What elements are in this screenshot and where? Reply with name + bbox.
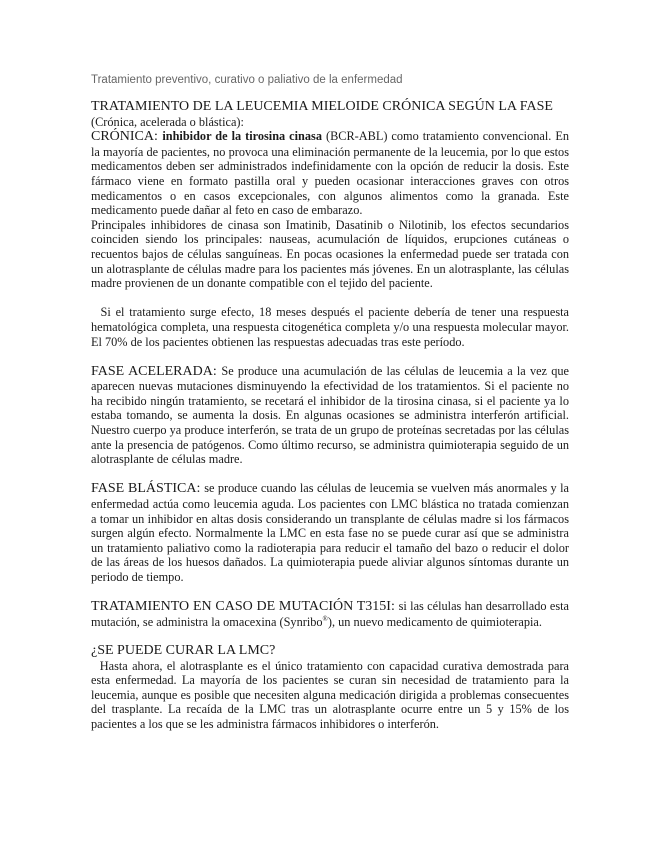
cronica-label: CRÓNICA: bbox=[91, 129, 163, 145]
curar-text: Hasta ahora, el alotrasplante es el único tratamiento con capacidad curativa demostrada para esta enfermedad. La mayoría de los pacientes se curan sin necesidad de tratamiento para la leucemia, aunque es posible que necesiten alguna medicación dirigida a problemas consecuentes del trasplante. La recaída de la LMC tras un alotrasplante ocurre entre un 5 y 15% de los pacientes a los que se les administra fármacos inhibidores o interferón. bbox=[91, 658, 569, 731]
mutacion-text: si las células han desarrollado esta mutación, se administra la omacexina (Synribo bbox=[91, 599, 569, 629]
section-subtitle: (Crónica, acelerada o blástica): bbox=[91, 114, 244, 129]
blastica-label: FASE BLÁSTICA: bbox=[91, 481, 205, 497]
respuesta-text: Si el tratamiento surge efecto, 18 meses después el paciente debería de tener una respuesta hematológica completa, una respuesta citogenética completa y/o una respuesta molecular mayor. El 70% de los pacientes obtienen las respuestas adecuadas tras este período. bbox=[91, 305, 569, 349]
mutacion-end: ), un nuevo medicamento de quimioterapia. bbox=[327, 614, 542, 629]
cronica-bold-term: inhibidor de la tirosina cinasa bbox=[162, 129, 322, 144]
mutacion-label: TRATAMIENTO EN CASO DE MUTACIÓN T315I: bbox=[91, 599, 399, 615]
cronica-text: (BCR-ABL) como tratamiento convencional. En la mayoría de pacientes, no provoca una eliminación permanente de la leucemia, por lo que estos medicamentos deben ser administrados indefinidamente con la opción de reducir la dosis. Este fármaco viene en formato pastilla oral y pueden ocasionar interacciones graves con otros medicamentos o en casos excepcionales, con algunos alimentos como la granada. Este medicamento puede dañar al feto en caso de embarazo. bbox=[91, 129, 569, 218]
acelerada-text: Se produce una acumulación de las células de leucemia a la vez que aparecen nuevas mutaciones disminuyendo la efectividad de los tratamientos. Si el paciente no ha recibido ningún tratamiento, se recetará el inhibidor de la tirosina cinasa, si el paciente ya lo estaba tomando, se aumenta la dosis. En algunas ocasiones se administra interferón artificial. Nuestro cuerpo ya produce interferón, se trata de un grupo de proteínas secretadas por las células ante la presencia de patógenos. Como último recurso, se administra quimioterapia seguido de un alotrasplante de células madre. bbox=[91, 363, 569, 467]
paragraph-cronica bbox=[91, 129, 569, 218]
section-title: TRATAMIENTO DE LA LEUCEMIA MIELOIDE CRÓNICA SEGÚN LA FASE bbox=[91, 99, 553, 114]
document-body bbox=[91, 100, 569, 732]
curar-title: ¿SE PUEDE CURAR LA LMC? bbox=[91, 642, 276, 658]
paragraph-mutacion bbox=[91, 599, 569, 629]
paragraph-respuesta bbox=[91, 305, 569, 349]
paragraph-principales: Principales inhibidores de cinasa son Imatinib, Dasatinib o Nilotinib, los efectos secundarios coinciden siendo los principales: nauseas, acumulación de líquidos, erupciones cutáneas o recuentos bajos de células sanguíneas. En pocas ocasiones la enfermedad puede ser tratada con un alotrasplante de células madre para los pacientes más jóvenes. En un alotrasplante, las células madre provienen de un donante compatible con el tejido del paciente. bbox=[91, 217, 569, 291]
paragraph-acelerada bbox=[91, 364, 569, 467]
registered-mark: ® bbox=[322, 614, 328, 623]
acelerada-label: FASE ACELERADA: bbox=[91, 363, 222, 379]
blastica-text: se produce cuando las células de leucemia se vuelven más anormales y la enfermedad actúa como leucemia aguda. Los pacientes con LMC blástica no tratada comienzan a tomar un inhibidor en altas dosis considerando un transplante de células madre si los fármacos surgen algún efecto. Normalmente la LMC en esta fase no se puede curar así que se administra un tratamiento paliativo como la radioterapia para reducir el tamaño del bazo o reducir el dolor de las áreas de los huesos dañados. La quimioterapia puede aliviar algunos síntomas durante un periodo de tiempo. bbox=[91, 481, 569, 584]
document-heading: Tratamiento preventivo, curativo o paliativo de la enfermedad bbox=[91, 74, 403, 86]
paragraph-curar bbox=[91, 659, 569, 732]
paragraph-blastica bbox=[91, 481, 569, 584]
